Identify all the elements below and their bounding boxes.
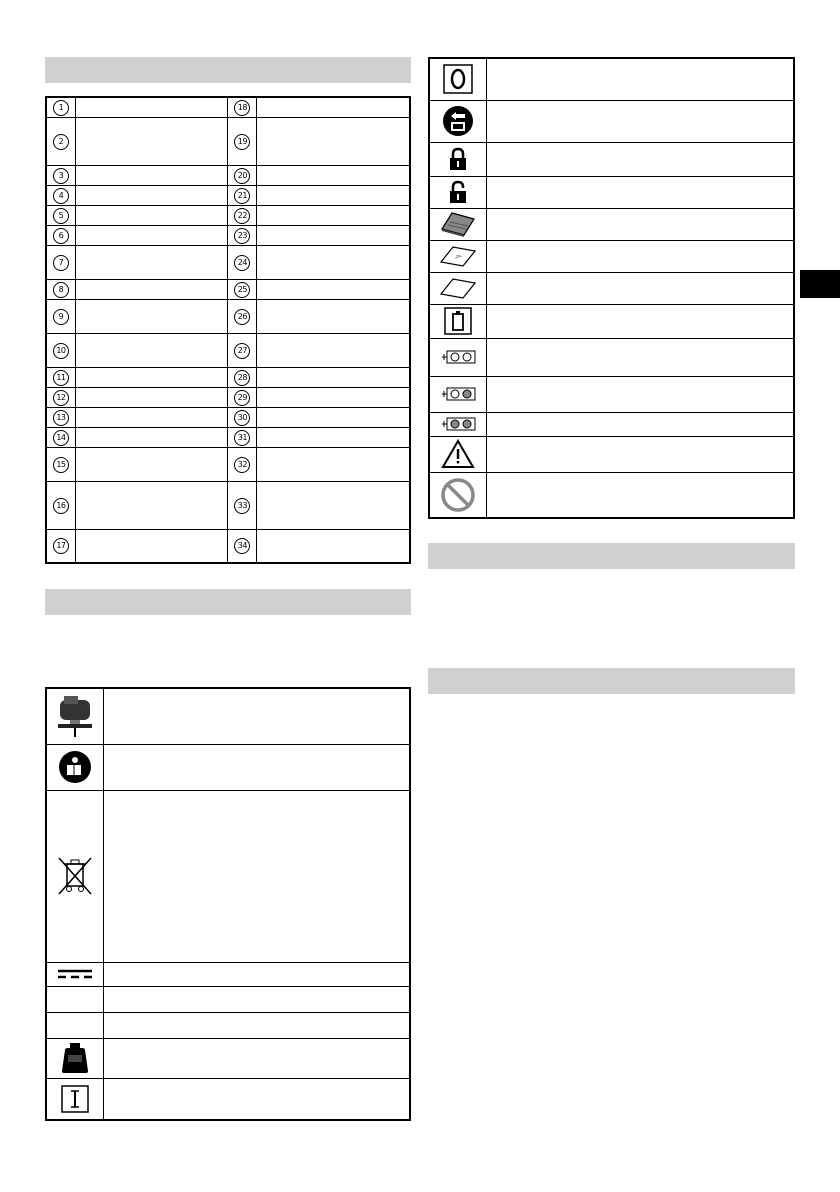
part-number: 17	[53, 538, 69, 554]
part-name-cell	[257, 299, 410, 333]
parts-row	[46, 407, 410, 427]
part-number-cell	[46, 245, 75, 279]
part-number-cell	[46, 185, 75, 205]
symbol-row	[429, 338, 794, 376]
symbols-table-left	[45, 687, 411, 1121]
part-number: 1	[53, 100, 69, 116]
symbol-row	[429, 58, 794, 100]
symbol-row	[46, 1038, 410, 1078]
part-name-cell	[257, 367, 410, 387]
symbol-row	[429, 142, 794, 176]
symbol-description-cell	[487, 412, 795, 436]
part-number-cell	[46, 427, 75, 447]
remove-battery-icon	[429, 100, 487, 142]
part-number-cell	[228, 205, 257, 225]
symbol-description-cell	[104, 1038, 411, 1078]
parts-row	[46, 205, 410, 225]
part-name-cell	[257, 447, 410, 481]
part-name-cell	[75, 185, 228, 205]
symbol-description-cell	[104, 1078, 411, 1120]
symbol-row	[429, 240, 794, 272]
parts-row	[46, 387, 410, 407]
part-name-cell	[257, 387, 410, 407]
parts-row	[46, 165, 410, 185]
symbol-description-cell	[487, 240, 795, 272]
part-number: 9	[53, 309, 69, 325]
symbols-table-right	[428, 57, 795, 519]
parts-row	[46, 279, 410, 299]
part-number-cell	[46, 447, 75, 481]
symbol-row	[429, 436, 794, 472]
part-number: 5	[53, 208, 69, 224]
part-name-cell	[257, 165, 410, 185]
symbol-description-cell	[487, 100, 795, 142]
charge-lamp-on-icon	[429, 412, 487, 436]
symbol-row	[429, 272, 794, 304]
parts-row	[46, 447, 410, 481]
part-number: 33	[234, 498, 250, 514]
parts-row	[46, 333, 410, 367]
part-name-cell	[257, 117, 410, 165]
part-number: 20	[234, 168, 250, 184]
part-number: 4	[53, 188, 69, 204]
symbol-description-cell	[487, 272, 795, 304]
part-number: 34	[234, 538, 250, 554]
paper-sheet-icon	[429, 272, 487, 304]
part-number: 32	[234, 457, 250, 473]
part-number-cell	[46, 117, 75, 165]
section-header-bar-3	[428, 543, 795, 569]
part-number: 15	[53, 457, 69, 473]
part-name-cell	[75, 245, 228, 279]
part-number-cell	[46, 205, 75, 225]
symbol-description-cell	[104, 1012, 411, 1038]
part-name-cell	[257, 427, 410, 447]
symbol-row	[429, 100, 794, 142]
parts-list-table	[45, 96, 411, 564]
part-number-cell	[228, 367, 257, 387]
part-number-cell	[228, 185, 257, 205]
part-name-cell	[257, 245, 410, 279]
part-number-cell	[228, 117, 257, 165]
part-number-cell	[228, 165, 257, 185]
parts-row	[46, 117, 410, 165]
part-number-cell	[46, 367, 75, 387]
part-name-cell	[75, 387, 228, 407]
symbol-row	[429, 176, 794, 208]
part-name-cell	[257, 185, 410, 205]
symbol-row	[429, 376, 794, 412]
symbol-row	[429, 304, 794, 338]
part-number: 27	[234, 343, 250, 359]
part-number: 22	[234, 208, 250, 224]
part-number: 21	[234, 188, 250, 204]
symbol-description-cell	[487, 472, 795, 518]
part-number-cell	[228, 427, 257, 447]
battery-weight-icon	[46, 1038, 104, 1078]
part-number-cell	[46, 387, 75, 407]
symbol-row	[46, 962, 410, 986]
parts-row	[46, 529, 410, 563]
blank-paper-icon	[429, 240, 487, 272]
part-number: 24	[234, 255, 250, 271]
charge-lamp-half-icon	[429, 376, 487, 412]
part-name-cell	[75, 407, 228, 427]
symbol-description-cell	[487, 176, 795, 208]
parts-row	[46, 245, 410, 279]
symbol-row	[46, 744, 410, 790]
part-number: 18	[234, 100, 250, 116]
symbol-empty-cell	[46, 986, 104, 1012]
part-name-cell	[257, 407, 410, 427]
part-number: 19	[234, 134, 250, 150]
symbol-description-cell	[104, 986, 411, 1012]
part-number-cell	[228, 407, 257, 427]
symbol-description-cell	[104, 962, 411, 986]
parts-row	[46, 427, 410, 447]
parts-row	[46, 185, 410, 205]
part-name-cell	[75, 427, 228, 447]
part-number: 7	[53, 255, 69, 271]
part-number-cell	[46, 165, 75, 185]
symbol-description-cell	[104, 790, 411, 962]
jigsaw-tool-icon	[46, 688, 104, 744]
part-number-cell	[228, 299, 257, 333]
battery-icon	[429, 304, 487, 338]
symbol-description-cell	[487, 376, 795, 412]
symbol-description-cell	[487, 304, 795, 338]
symbol-description-cell	[487, 436, 795, 472]
section-header-bar-1	[45, 57, 411, 83]
part-number: 29	[234, 390, 250, 406]
part-number: 6	[53, 228, 69, 244]
part-number: 16	[53, 498, 69, 514]
part-number: 30	[234, 410, 250, 426]
part-number: 23	[234, 228, 250, 244]
part-name-cell	[75, 447, 228, 481]
part-number: 13	[53, 410, 69, 426]
part-number: 25	[234, 282, 250, 298]
section-header-bar-2	[45, 589, 411, 615]
part-number-cell	[46, 333, 75, 367]
symbol-description-cell	[487, 58, 795, 100]
part-name-cell	[75, 97, 228, 117]
parts-row	[46, 225, 410, 245]
part-name-cell	[257, 205, 410, 225]
part-number: 8	[53, 282, 69, 298]
part-number-cell	[46, 97, 75, 117]
symbol-row	[429, 208, 794, 240]
part-name-cell	[257, 529, 410, 563]
symbol-description-cell	[104, 688, 411, 744]
symbol-description-cell	[104, 744, 411, 790]
part-name-cell	[75, 205, 228, 225]
part-number-cell	[228, 481, 257, 529]
part-number-cell	[228, 225, 257, 245]
charge-lamp-off-icon	[429, 338, 487, 376]
part-name-cell	[257, 333, 410, 367]
part-number: 2	[53, 134, 69, 150]
symbol-description-cell	[487, 338, 795, 376]
part-number-cell	[228, 333, 257, 367]
part-number-cell	[228, 245, 257, 279]
part-number: 11	[53, 370, 69, 386]
part-name-cell	[257, 97, 410, 117]
part-name-cell	[257, 225, 410, 245]
page-tab-marker	[800, 270, 840, 298]
part-number: 31	[234, 430, 250, 446]
symbol-row	[46, 1012, 410, 1038]
direct-current-icon	[46, 962, 104, 986]
part-number-cell	[46, 299, 75, 333]
part-name-cell	[75, 299, 228, 333]
part-number-cell	[228, 387, 257, 407]
battery-pack-icon	[429, 208, 487, 240]
symbol-row	[46, 790, 410, 962]
part-number: 28	[234, 370, 250, 386]
part-name-cell	[75, 333, 228, 367]
symbol-row	[429, 412, 794, 436]
part-name-cell	[75, 481, 228, 529]
symbol-description-cell	[487, 208, 795, 240]
symbol-row	[46, 986, 410, 1012]
part-name-cell	[75, 165, 228, 185]
part-number-cell	[228, 529, 257, 563]
part-number-cell	[228, 447, 257, 481]
part-name-cell	[75, 529, 228, 563]
symbol-description-cell	[487, 142, 795, 176]
part-number: 12	[53, 390, 69, 406]
unlock-icon	[429, 176, 487, 208]
part-name-cell	[75, 279, 228, 299]
symbol-row	[46, 688, 410, 744]
part-number: 10	[53, 343, 69, 359]
part-number: 26	[234, 309, 250, 325]
parts-row	[46, 97, 410, 117]
part-number-cell	[46, 529, 75, 563]
part-name-cell	[75, 367, 228, 387]
part-number: 3	[53, 168, 69, 184]
part-number-cell	[228, 279, 257, 299]
symbol-row	[429, 472, 794, 518]
part-number-cell	[46, 279, 75, 299]
symbol-empty-cell	[46, 1012, 104, 1038]
part-number-cell	[228, 97, 257, 117]
warning-triangle-icon	[429, 436, 487, 472]
part-number-cell	[46, 407, 75, 427]
section-header-bar-4	[428, 668, 795, 694]
part-number: 14	[53, 430, 69, 446]
prohibition-icon	[429, 472, 487, 518]
symbol-row	[46, 1078, 410, 1120]
lock-icon	[429, 142, 487, 176]
part-number-cell	[46, 225, 75, 245]
parts-row	[46, 299, 410, 333]
part-name-cell	[257, 279, 410, 299]
part-name-cell	[75, 117, 228, 165]
parts-row	[46, 367, 410, 387]
part-number-cell	[46, 481, 75, 529]
parts-row	[46, 481, 410, 529]
read-manual-icon	[46, 744, 104, 790]
lever-i-icon	[46, 1078, 104, 1120]
part-name-cell	[75, 225, 228, 245]
part-name-cell	[257, 481, 410, 529]
lever-o-icon	[429, 58, 487, 100]
crossed-bin-icon	[46, 790, 104, 962]
